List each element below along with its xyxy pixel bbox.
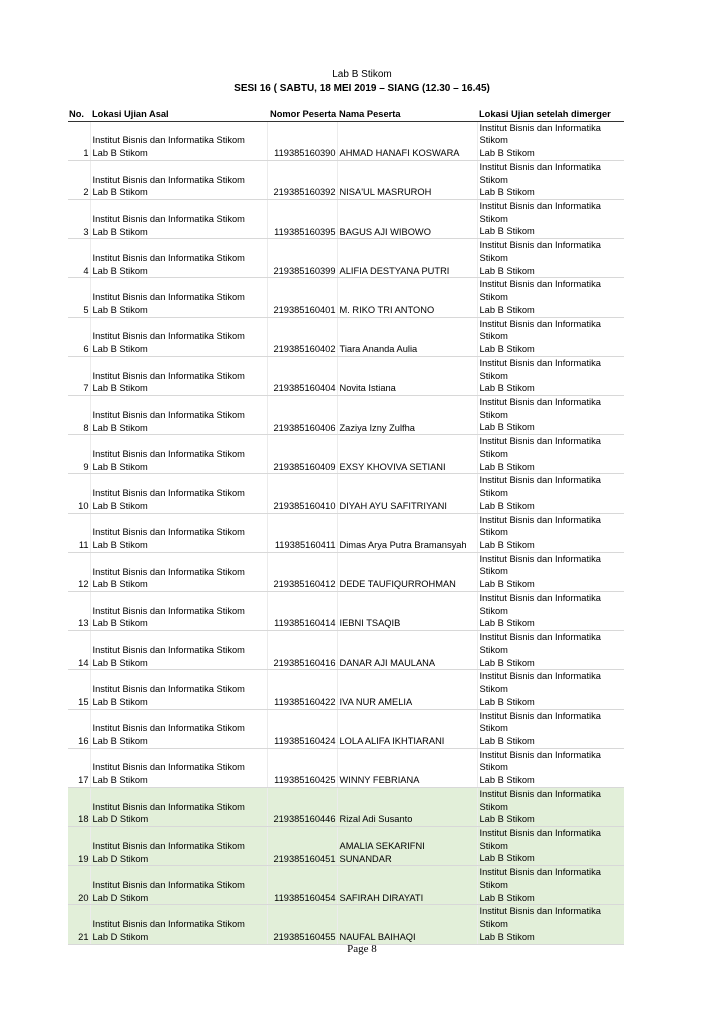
lokasi-asal-cell bbox=[90, 356, 267, 395]
lokasi-asal-lab: Lab B Stikom bbox=[92, 265, 148, 276]
nomor-peserta-cell: 119385160411 bbox=[267, 513, 337, 552]
lokasi-asal-institution: Institut Bisnis dan Informatika Stikom bbox=[92, 488, 245, 499]
row-number: 9 bbox=[68, 435, 90, 474]
table-row bbox=[68, 591, 624, 630]
lokasi-asal-cell bbox=[90, 317, 267, 356]
nomor-peserta-cell: 219385160410 bbox=[267, 474, 337, 513]
lokasi-merger-cell bbox=[477, 356, 624, 395]
table-row bbox=[68, 396, 624, 435]
nama-peserta-cell: LOLA ALIFA IKHTIARANI bbox=[337, 709, 477, 748]
lokasi-merger-line1: Institut Bisnis dan Informatika bbox=[479, 475, 601, 486]
lokasi-asal-institution: Institut Bisnis dan Informatika Stikom bbox=[92, 723, 245, 734]
row-number: 7 bbox=[68, 356, 90, 395]
lokasi-merger-line1: Institut Bisnis dan Informatika bbox=[479, 357, 601, 368]
lokasi-asal-lab: Lab B Stikom bbox=[92, 736, 148, 746]
document-title: Lab B Stikom bbox=[332, 69, 392, 80]
lokasi-asal-cell bbox=[90, 160, 267, 199]
lokasi-asal-cell bbox=[90, 474, 267, 513]
lokasi-asal-institution: Institut Bisnis dan Informatika Stikom bbox=[92, 566, 245, 577]
lokasi-asal-institution: Institut Bisnis dan Informatika Stikom bbox=[92, 527, 245, 538]
nomor-peserta-cell: 119385160395 bbox=[267, 200, 337, 239]
header-nomor-peserta: Nomor Peserta bbox=[267, 108, 337, 121]
nomor-peserta-cell: 219385160451 bbox=[267, 827, 337, 866]
lokasi-merger-line2: Stikom bbox=[479, 409, 508, 420]
lokasi-merger-line2: Stikom bbox=[479, 292, 508, 303]
nama-peserta-cell: EXSY KHOVIVA SETIANI bbox=[337, 435, 477, 474]
lokasi-asal-institution: Institut Bisnis dan Informatika Stikom bbox=[92, 840, 245, 851]
table-row bbox=[68, 787, 624, 826]
lokasi-merger-cell bbox=[477, 200, 624, 239]
nomor-peserta-cell: 119385160422 bbox=[267, 670, 337, 709]
table-row bbox=[68, 905, 624, 944]
row-number: 4 bbox=[68, 239, 90, 278]
lokasi-merger-line2: Stikom bbox=[479, 527, 508, 538]
lokasi-merger-line1: Institut Bisnis dan Informatika bbox=[479, 749, 601, 760]
lokasi-asal-institution: Institut Bisnis dan Informatika Stikom bbox=[92, 370, 245, 381]
nomor-peserta-cell: 119385160425 bbox=[267, 748, 337, 787]
nama-peserta-cell: IVA NUR AMELIA bbox=[337, 670, 477, 709]
row-number: 10 bbox=[68, 474, 90, 513]
lokasi-merger-line2: Stikom bbox=[479, 644, 508, 655]
nama-peserta-cell: BAGUS AJI WIBOWO bbox=[337, 200, 477, 239]
lokasi-merger-line3: Lab B Stikom bbox=[479, 853, 535, 864]
table-row bbox=[68, 552, 624, 591]
lokasi-merger-line2: Stikom bbox=[479, 488, 508, 499]
lokasi-merger-line2: Stikom bbox=[479, 252, 508, 263]
lokasi-merger-line3: Lab B Stikom bbox=[479, 383, 535, 394]
lokasi-asal-cell bbox=[90, 631, 267, 670]
lokasi-merger-cell bbox=[477, 121, 624, 160]
lokasi-merger-line2: Stikom bbox=[479, 684, 508, 695]
lokasi-merger-line3: Lab B Stikom bbox=[479, 657, 535, 668]
nama-peserta-cell: M. RIKO TRI ANTONO bbox=[337, 278, 477, 317]
lokasi-merger-line2: Stikom bbox=[479, 762, 508, 773]
lokasi-merger-line3: Lab B Stikom bbox=[479, 500, 535, 511]
lokasi-asal-institution: Institut Bisnis dan Informatika Stikom bbox=[92, 253, 245, 264]
lokasi-merger-cell bbox=[477, 827, 624, 866]
nama-peserta-cell: SAFIRAH DIRAYATI bbox=[337, 866, 477, 905]
lokasi-asal-cell bbox=[90, 709, 267, 748]
lokasi-asal-institution: Institut Bisnis dan Informatika Stikom bbox=[92, 292, 245, 303]
lokasi-asal-cell bbox=[90, 121, 267, 160]
lokasi-merger-cell bbox=[477, 591, 624, 630]
table-row bbox=[68, 827, 624, 866]
lokasi-asal-cell bbox=[90, 866, 267, 905]
table-row bbox=[68, 278, 624, 317]
nama-peserta-cell: NISA'UL MASRUROH bbox=[337, 160, 477, 199]
lokasi-asal-cell bbox=[90, 396, 267, 435]
lokasi-merger-line2: Stikom bbox=[479, 919, 508, 930]
lokasi-asal-lab: Lab B Stikom bbox=[92, 304, 148, 315]
nomor-peserta-cell: 219385160446 bbox=[267, 787, 337, 826]
lokasi-asal-cell bbox=[90, 435, 267, 474]
lokasi-asal-cell bbox=[90, 827, 267, 866]
row-number: 13 bbox=[68, 591, 90, 630]
lokasi-merger-line3: Lab B Stikom bbox=[479, 775, 535, 786]
nomor-peserta-cell: 219385160401 bbox=[267, 278, 337, 317]
lokasi-merger-line1: Institut Bisnis dan Informatika bbox=[479, 828, 601, 839]
lokasi-merger-line3: Lab B Stikom bbox=[479, 187, 535, 198]
lokasi-merger-line3: Lab B Stikom bbox=[479, 148, 535, 159]
lokasi-merger-line2: Stikom bbox=[479, 135, 508, 146]
lokasi-merger-cell bbox=[477, 787, 624, 826]
lokasi-merger-cell bbox=[477, 748, 624, 787]
lokasi-asal-institution: Institut Bisnis dan Informatika Stikom bbox=[92, 409, 245, 420]
lokasi-asal-lab: Lab B Stikom bbox=[92, 422, 148, 433]
nama-peserta-cell: IEBNI TSAQIB bbox=[337, 591, 477, 630]
lokasi-merger-line3: Lab B Stikom bbox=[479, 265, 535, 276]
table-row bbox=[68, 160, 624, 199]
nama-peserta-cell: DIYAH AYU SAFITRIYANI bbox=[337, 474, 477, 513]
nama-peserta-cell: Tiara Ananda Aulia bbox=[337, 317, 477, 356]
lokasi-merger-line1: Institut Bisnis dan Informatika bbox=[479, 318, 601, 329]
lokasi-asal-institution: Institut Bisnis dan Informatika Stikom bbox=[92, 331, 245, 342]
nama-peserta-cell: Novita Istiana bbox=[337, 356, 477, 395]
lokasi-merger-line3: Lab B Stikom bbox=[479, 461, 535, 472]
nomor-peserta-cell: 219385160416 bbox=[267, 631, 337, 670]
lokasi-merger-line3: Lab B Stikom bbox=[479, 696, 535, 707]
lokasi-merger-line3: Lab B Stikom bbox=[479, 892, 535, 903]
lokasi-asal-cell bbox=[90, 748, 267, 787]
lokasi-asal-lab: Lab B Stikom bbox=[92, 657, 148, 668]
lokasi-merger-line3: Lab B Stikom bbox=[479, 344, 535, 355]
lokasi-merger-cell bbox=[477, 396, 624, 435]
nomor-peserta-cell: 219385160409 bbox=[267, 435, 337, 474]
lokasi-merger-cell bbox=[477, 474, 624, 513]
lokasi-merger-cell bbox=[477, 278, 624, 317]
lokasi-merger-cell bbox=[477, 631, 624, 670]
lokasi-merger-line3: Lab B Stikom bbox=[479, 422, 535, 433]
lokasi-merger-line2: Stikom bbox=[479, 370, 508, 381]
lokasi-asal-cell bbox=[90, 552, 267, 591]
lokasi-asal-cell bbox=[90, 239, 267, 278]
session-subtitle: SESI 16 ( SABTU, 18 MEI 2019 – SIANG (12.30 – 16.45) bbox=[234, 83, 490, 94]
lokasi-asal-lab: Lab B Stikom bbox=[92, 579, 148, 590]
lokasi-merger-line3: Lab B Stikom bbox=[479, 226, 535, 237]
nomor-peserta-cell: 219385160455 bbox=[267, 905, 337, 944]
lokasi-asal-institution: Institut Bisnis dan Informatika Stikom bbox=[92, 135, 245, 146]
header-no: No. bbox=[68, 108, 90, 121]
row-number: 18 bbox=[68, 787, 90, 826]
lokasi-asal-lab: Lab D Stikom bbox=[92, 853, 149, 864]
lokasi-asal-lab: Lab D Stikom bbox=[92, 892, 149, 903]
lokasi-asal-lab: Lab B Stikom bbox=[92, 461, 148, 472]
nomor-peserta-cell: 119385160414 bbox=[267, 591, 337, 630]
lokasi-merger-line1: Institut Bisnis dan Informatika bbox=[479, 514, 601, 525]
lokasi-merger-line2: Stikom bbox=[479, 605, 508, 616]
nomor-peserta-cell: 219385160399 bbox=[267, 239, 337, 278]
lokasi-merger-line1: Institut Bisnis dan Informatika bbox=[479, 671, 601, 682]
nomor-peserta-cell: 219385160412 bbox=[267, 552, 337, 591]
lokasi-asal-lab: Lab B Stikom bbox=[92, 148, 148, 159]
nama-peserta-cell: AMALIA SEKARIFNI SUNANDAR bbox=[337, 827, 477, 866]
table-row bbox=[68, 200, 624, 239]
lokasi-merger-line1: Institut Bisnis dan Informatika bbox=[479, 279, 601, 290]
lokasi-asal-cell bbox=[90, 591, 267, 630]
lokasi-asal-cell bbox=[90, 278, 267, 317]
lokasi-asal-cell bbox=[90, 670, 267, 709]
row-number: 6 bbox=[68, 317, 90, 356]
lokasi-asal-lab: Lab B Stikom bbox=[92, 344, 148, 355]
nama-peserta-cell: NAUFAL BAIHAQI bbox=[337, 905, 477, 944]
row-number: 19 bbox=[68, 827, 90, 866]
lokasi-asal-lab: Lab D Stikom bbox=[92, 931, 149, 942]
nama-peserta-cell: DEDE TAUFIQURROHMAN bbox=[337, 552, 477, 591]
lokasi-merger-line2: Stikom bbox=[479, 840, 508, 851]
lokasi-merger-line3: Lab B Stikom bbox=[479, 539, 535, 550]
table-row bbox=[68, 317, 624, 356]
lokasi-merger-line1: Institut Bisnis dan Informatika bbox=[479, 436, 601, 447]
lokasi-asal-cell bbox=[90, 513, 267, 552]
lokasi-asal-lab: Lab B Stikom bbox=[92, 540, 148, 551]
lokasi-merger-line3: Lab B Stikom bbox=[479, 735, 535, 746]
lokasi-merger-line1: Institut Bisnis dan Informatika bbox=[479, 397, 601, 408]
lokasi-asal-lab: Lab D Stikom bbox=[92, 814, 149, 825]
lokasi-merger-line3: Lab B Stikom bbox=[479, 304, 535, 315]
lokasi-merger-line1: Institut Bisnis dan Informatika bbox=[479, 161, 601, 172]
lokasi-asal-cell bbox=[90, 200, 267, 239]
nama-peserta-cell: Rizal Adi Susanto bbox=[337, 787, 477, 826]
lokasi-asal-institution: Institut Bisnis dan Informatika Stikom bbox=[92, 174, 245, 185]
header-lokasi-merger: Lokasi Ujian setelah dimerger bbox=[477, 108, 624, 121]
lokasi-merger-cell bbox=[477, 239, 624, 278]
row-number: 8 bbox=[68, 396, 90, 435]
page-number: Page 8 bbox=[347, 943, 377, 955]
row-number: 11 bbox=[68, 513, 90, 552]
nomor-peserta-cell: 219385160406 bbox=[267, 396, 337, 435]
row-number: 2 bbox=[68, 160, 90, 199]
lokasi-asal-institution: Institut Bisnis dan Informatika Stikom bbox=[92, 880, 245, 891]
lokasi-asal-institution: Institut Bisnis dan Informatika Stikom bbox=[92, 213, 245, 224]
lokasi-merger-line1: Institut Bisnis dan Informatika bbox=[479, 710, 601, 721]
table-body bbox=[68, 121, 624, 944]
lokasi-merger-cell bbox=[477, 552, 624, 591]
lokasi-asal-institution: Institut Bisnis dan Informatika Stikom bbox=[92, 801, 245, 812]
lokasi-merger-line2: Stikom bbox=[479, 566, 508, 577]
lokasi-asal-institution: Institut Bisnis dan Informatika Stikom bbox=[92, 762, 245, 773]
lokasi-merger-cell bbox=[477, 317, 624, 356]
nomor-peserta-cell: 119385160390 bbox=[267, 121, 337, 160]
lokasi-merger-cell bbox=[477, 709, 624, 748]
lokasi-asal-lab: Lab B Stikom bbox=[92, 187, 148, 198]
lokasi-asal-cell bbox=[90, 787, 267, 826]
row-number: 5 bbox=[68, 278, 90, 317]
lokasi-merger-line2: Stikom bbox=[479, 331, 508, 342]
lokasi-asal-institution: Institut Bisnis dan Informatika Stikom bbox=[92, 644, 245, 655]
lokasi-merger-line3: Lab B Stikom bbox=[479, 618, 535, 629]
lokasi-asal-lab: Lab B Stikom bbox=[92, 618, 148, 629]
lokasi-merger-line1: Institut Bisnis dan Informatika bbox=[479, 906, 601, 917]
lokasi-merger-cell bbox=[477, 905, 624, 944]
table-row bbox=[68, 239, 624, 278]
row-number: 17 bbox=[68, 748, 90, 787]
nama-peserta-cell: Zaziya Izny Zulfha bbox=[337, 396, 477, 435]
table-row bbox=[68, 670, 624, 709]
lokasi-merger-line2: Stikom bbox=[479, 174, 508, 185]
lokasi-merger-cell bbox=[477, 513, 624, 552]
row-number: 14 bbox=[68, 631, 90, 670]
lokasi-merger-line2: Stikom bbox=[479, 213, 508, 224]
table-row bbox=[68, 513, 624, 552]
lokasi-merger-line3: Lab B Stikom bbox=[479, 931, 535, 942]
lokasi-merger-line1: Institut Bisnis dan Informatika bbox=[479, 592, 601, 603]
participant-table bbox=[68, 108, 624, 945]
nama-peserta-cell: Dimas Arya Putra Bramansyah bbox=[337, 513, 477, 552]
nama-peserta-cell: WINNY FEBRIANA bbox=[337, 748, 477, 787]
lokasi-asal-lab: Lab B Stikom bbox=[92, 775, 148, 786]
nomor-peserta-cell: 219385160402 bbox=[267, 317, 337, 356]
table-header-row bbox=[68, 108, 624, 121]
lokasi-asal-institution: Institut Bisnis dan Informatika Stikom bbox=[92, 684, 245, 695]
table-row bbox=[68, 435, 624, 474]
lokasi-merger-line2: Stikom bbox=[479, 723, 508, 734]
lokasi-merger-line2: Stikom bbox=[479, 879, 508, 890]
lokasi-asal-institution: Institut Bisnis dan Informatika Stikom bbox=[92, 448, 245, 459]
lokasi-asal-lab: Lab B Stikom bbox=[92, 500, 148, 511]
nama-peserta-cell: DANAR AJI MAULANA bbox=[337, 631, 477, 670]
lokasi-merger-line3: Lab B Stikom bbox=[479, 579, 535, 590]
table-row bbox=[68, 356, 624, 395]
row-number: 12 bbox=[68, 552, 90, 591]
row-number: 21 bbox=[68, 905, 90, 944]
nomor-peserta-cell: 219385160404 bbox=[267, 356, 337, 395]
nomor-peserta-cell: 119385160454 bbox=[267, 866, 337, 905]
row-number: 20 bbox=[68, 866, 90, 905]
lokasi-merger-cell bbox=[477, 866, 624, 905]
row-number: 15 bbox=[68, 670, 90, 709]
lokasi-asal-institution: Institut Bisnis dan Informatika Stikom bbox=[92, 919, 245, 930]
header-nama-peserta: Nama Peserta bbox=[337, 108, 477, 121]
table-row bbox=[68, 474, 624, 513]
lokasi-merger-cell bbox=[477, 160, 624, 199]
lokasi-merger-line2: Stikom bbox=[479, 448, 508, 459]
table-row bbox=[68, 748, 624, 787]
lokasi-merger-line1: Institut Bisnis dan Informatika bbox=[479, 553, 601, 564]
lokasi-merger-cell bbox=[477, 435, 624, 474]
table-row bbox=[68, 709, 624, 748]
lokasi-merger-line1: Institut Bisnis dan Informatika bbox=[479, 122, 601, 133]
lokasi-merger-line3: Lab B Stikom bbox=[479, 814, 535, 825]
lokasi-merger-line1: Institut Bisnis dan Informatika bbox=[479, 201, 601, 212]
lokasi-merger-line2: Stikom bbox=[479, 801, 508, 812]
lokasi-merger-line1: Institut Bisnis dan Informatika bbox=[479, 867, 601, 878]
lokasi-asal-lab: Lab B Stikom bbox=[92, 226, 148, 237]
lokasi-asal-cell bbox=[90, 905, 267, 944]
lokasi-asal-lab: Lab B Stikom bbox=[92, 383, 148, 394]
lokasi-merger-line1: Institut Bisnis dan Informatika bbox=[479, 632, 601, 643]
nama-peserta-cell: ALIFIA DESTYANA PUTRI bbox=[337, 239, 477, 278]
lokasi-asal-institution: Institut Bisnis dan Informatika Stikom bbox=[92, 605, 245, 616]
table-row bbox=[68, 121, 624, 160]
nomor-peserta-cell: 119385160424 bbox=[267, 709, 337, 748]
lokasi-merger-cell bbox=[477, 670, 624, 709]
lokasi-merger-line1: Institut Bisnis dan Informatika bbox=[479, 240, 601, 251]
table-row bbox=[68, 631, 624, 670]
row-number: 3 bbox=[68, 200, 90, 239]
header-lokasi-asal: Lokasi Ujian Asal bbox=[90, 108, 267, 121]
lokasi-asal-lab: Lab B Stikom bbox=[92, 696, 148, 707]
row-number: 1 bbox=[68, 121, 90, 160]
row-number: 16 bbox=[68, 709, 90, 748]
table-row bbox=[68, 866, 624, 905]
nama-peserta-cell: AHMAD HANAFI KOSWARA bbox=[337, 121, 477, 160]
nomor-peserta-cell: 219385160392 bbox=[267, 160, 337, 199]
lokasi-merger-line1: Institut Bisnis dan Informatika bbox=[479, 788, 601, 799]
